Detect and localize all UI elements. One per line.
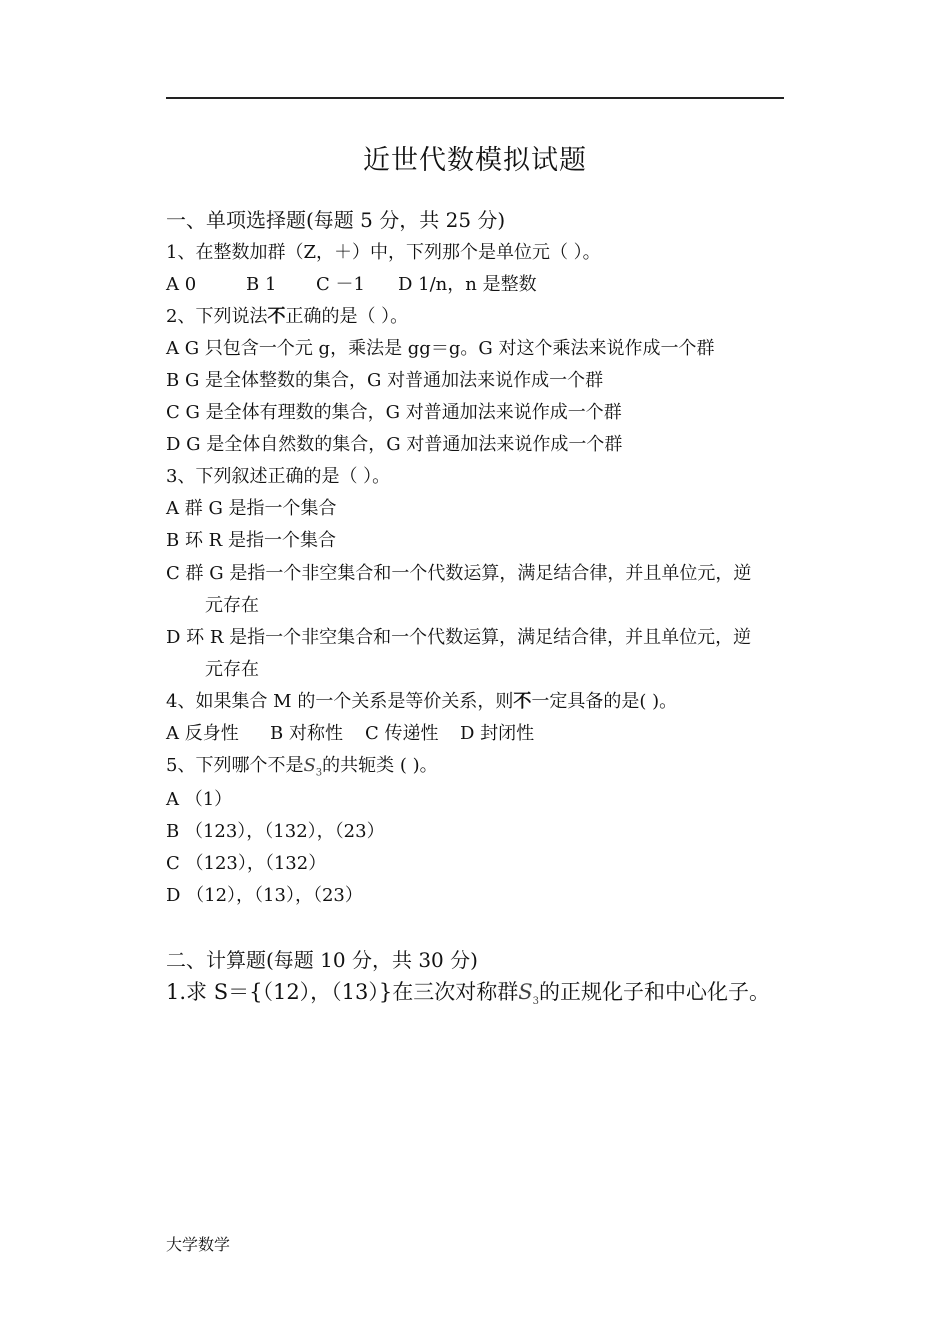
q2-option-a: A G 只包含一个元 g，乘法是 gg＝g。G 对这个乘法来说作成一个群 — [166, 338, 715, 359]
q1-option-c: C －1 — [316, 274, 365, 295]
q3-text: 3、下列叙述正确的是（ ）。 — [166, 466, 391, 487]
q4-option-b: B 对称性 — [270, 723, 343, 744]
q3-option-a: A 群 G 是指一个集合 — [166, 498, 337, 519]
q1-option-b: B 1 — [246, 274, 277, 295]
header-rule — [166, 97, 784, 99]
q4-text-post: 一定具备的是( )。 — [531, 691, 678, 712]
calc-q1-pre: 1.求 S＝{（12），（13）}在三次对称群 — [166, 980, 519, 1004]
q4-text-emphasis: 不 — [513, 691, 532, 712]
q3-option-b: B 环 R 是指一个集合 — [166, 530, 336, 551]
q5-text-post: 的共轭类 ( )。 — [322, 755, 438, 776]
q1-option-a: A 0 — [166, 274, 197, 295]
q5-option-c: C （123），（132） — [166, 853, 327, 874]
q3-option-c: C 群 G 是指一个非空集合和一个代数运算，满足结合律，并且单位元，逆 — [166, 563, 752, 584]
q4-option-d: D 封闭性 — [460, 723, 535, 744]
q5-option-a: A （1） — [166, 789, 233, 810]
q4-option-c: C 传递性 — [365, 723, 439, 744]
section1-heading: 一、单项选择题(每题 5 分，共 25 分) — [166, 208, 506, 232]
calc-q1-post: 的正规化子和中心化子。 — [539, 980, 771, 1004]
q3-option-d-cont: 元存在 — [205, 659, 259, 680]
q5-text-pre: 5、下列哪个不是 — [166, 755, 304, 776]
q1-text: 1、在整数加群（Z，＋）中，下列那个是单位元（ ）。 — [166, 242, 601, 263]
q2-text-pre: 2、下列说法 — [166, 306, 268, 327]
q5-text — [166, 755, 438, 785]
section2-heading: 二、计算题(每题 10 分，共 30 分) — [166, 948, 478, 972]
q1-option-d: D 1/n，n 是整数 — [398, 274, 537, 295]
q5-option-d: D （12），（13），（23） — [166, 885, 363, 906]
q3-option-c-cont: 元存在 — [205, 595, 259, 616]
q4-text — [166, 691, 677, 713]
q4-option-a: A 反身性 — [166, 723, 239, 744]
exam-title: 近世代数模拟试题 — [363, 145, 587, 176]
q2-text — [166, 306, 408, 328]
s3-symbol-2: $S_3$ — [518, 980, 540, 1008]
q2-option-b: B G 是全体整数的集合，G 对普通加法来说作成一个群 — [166, 370, 604, 391]
q2-option-d: D G 是全体自然数的集合，G 对普通加法来说作成一个群 — [166, 434, 623, 455]
q2-text-emphasis: 不 — [267, 306, 286, 327]
s3-symbol: $S_3$ — [303, 755, 323, 779]
calc-q1-text — [166, 979, 770, 1015]
q3-option-d: D 环 R 是指一个非空集合和一个代数运算，满足结合律，并且单位元，逆 — [166, 627, 752, 648]
q4-text-pre: 4、如果集合 M 的一个关系是等价关系，则 — [166, 691, 514, 712]
q2-text-post: 正确的是（ ）。 — [285, 306, 409, 327]
footer-label: 大学数学 — [166, 1235, 231, 1254]
q2-option-c: C G 是全体有理数的集合，G 对普通加法来说作成一个群 — [166, 402, 622, 423]
q5-option-b: B （123），（132），（23） — [166, 821, 385, 842]
